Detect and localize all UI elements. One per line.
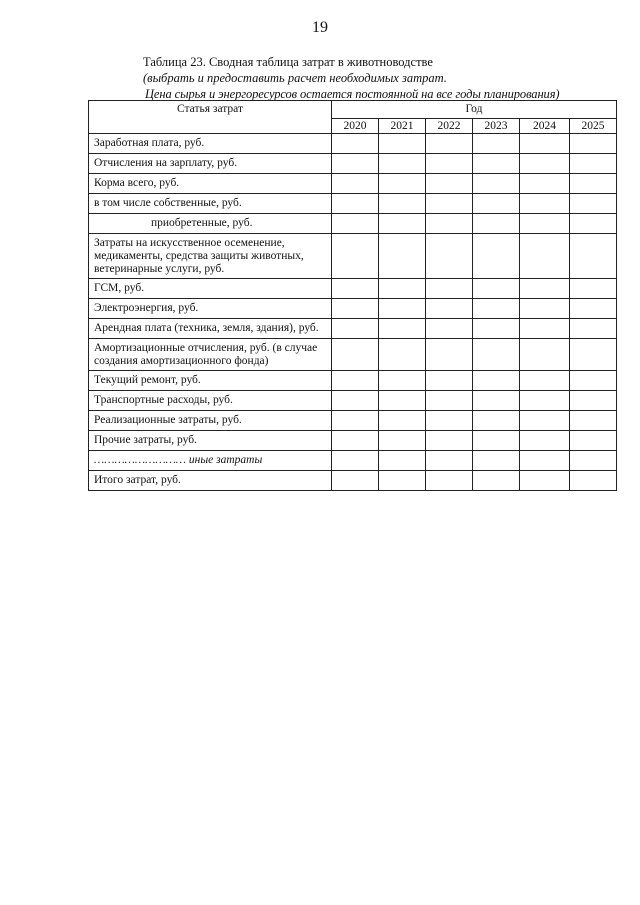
value-cell[interactable] (570, 134, 617, 154)
value-cell[interactable] (426, 411, 473, 431)
value-cell[interactable] (473, 299, 520, 319)
value-cell[interactable] (426, 319, 473, 339)
table-row (89, 174, 617, 194)
value-cell[interactable] (473, 234, 520, 279)
value-cell[interactable] (426, 174, 473, 194)
value-cell[interactable] (473, 451, 520, 471)
value-cell[interactable] (332, 194, 379, 214)
value-cell[interactable] (570, 431, 617, 451)
table-row (89, 431, 617, 451)
table-title: Таблица 23. Сводная таблица затрат в животноводстве (143, 55, 433, 69)
value-cell[interactable] (332, 234, 379, 279)
value-cell[interactable] (473, 391, 520, 411)
value-cell[interactable] (426, 431, 473, 451)
value-cell[interactable] (332, 134, 379, 154)
value-cell[interactable] (570, 471, 617, 491)
value-cell[interactable] (473, 134, 520, 154)
value-cell[interactable] (426, 371, 473, 391)
value-cell[interactable] (570, 299, 617, 319)
value-cell[interactable] (570, 174, 617, 194)
table-row (89, 279, 617, 299)
value-cell[interactable] (520, 471, 570, 491)
value-cell[interactable] (426, 234, 473, 279)
header-year-2025: 2025 (570, 119, 617, 134)
table-row (89, 214, 617, 234)
value-cell[interactable] (570, 451, 617, 471)
table-row (89, 134, 617, 154)
row-label: в том числе собственные, руб. (89, 194, 332, 214)
value-cell[interactable] (379, 299, 426, 319)
value-cell[interactable] (379, 431, 426, 451)
value-cell[interactable] (379, 451, 426, 471)
value-cell[interactable] (520, 299, 570, 319)
value-cell[interactable] (332, 279, 379, 299)
table-row (89, 154, 617, 174)
table-row (89, 319, 617, 339)
table-row-total (89, 471, 617, 491)
value-cell[interactable] (520, 391, 570, 411)
value-cell[interactable] (332, 319, 379, 339)
value-cell[interactable] (473, 431, 520, 451)
row-label: Транспортные расходы, руб. (89, 391, 332, 411)
value-cell[interactable] (332, 451, 379, 471)
value-cell[interactable] (473, 339, 520, 371)
value-cell[interactable] (332, 339, 379, 371)
value-cell[interactable] (426, 339, 473, 371)
row-label: приобретенные, руб. (89, 214, 332, 234)
value-cell[interactable] (520, 134, 570, 154)
value-cell[interactable] (520, 234, 570, 279)
value-cell[interactable] (332, 471, 379, 491)
value-cell[interactable] (473, 194, 520, 214)
value-cell[interactable] (520, 411, 570, 431)
table-caption (143, 54, 559, 102)
value-cell[interactable] (426, 134, 473, 154)
value-cell[interactable] (379, 391, 426, 411)
value-cell[interactable] (520, 279, 570, 299)
table-row (89, 391, 617, 411)
value-cell[interactable] (570, 154, 617, 174)
value-cell[interactable] (473, 471, 520, 491)
value-cell[interactable] (473, 319, 520, 339)
value-cell[interactable] (570, 194, 617, 214)
value-cell[interactable] (520, 371, 570, 391)
value-cell[interactable] (570, 339, 617, 371)
value-cell[interactable] (473, 214, 520, 234)
value-cell[interactable] (426, 451, 473, 471)
row-label-other-costs: ……………………… иные затраты (89, 451, 332, 471)
header-article: Статья затрат (89, 101, 332, 134)
value-cell[interactable] (332, 411, 379, 431)
value-cell[interactable] (473, 154, 520, 174)
row-label: Заработная плата, руб. (89, 134, 332, 154)
row-label: Корма всего, руб. (89, 174, 332, 194)
table-row (89, 411, 617, 431)
value-cell[interactable] (332, 174, 379, 194)
row-label-total: Итого затрат, руб. (89, 471, 332, 491)
value-cell[interactable] (426, 471, 473, 491)
value-cell[interactable] (570, 319, 617, 339)
value-cell[interactable] (520, 339, 570, 371)
value-cell[interactable] (426, 299, 473, 319)
table-row (89, 339, 617, 371)
value-cell[interactable] (379, 471, 426, 491)
row-label: Арендная плата (техника, земля, здания), руб. (89, 319, 332, 339)
table-row (89, 299, 617, 319)
value-cell[interactable] (332, 299, 379, 319)
caption-note-prices: Цена сырья и энергоресурсов остается постоянной на все годы планирования) (145, 87, 560, 101)
table-row (89, 451, 617, 471)
value-cell[interactable] (426, 154, 473, 174)
value-cell[interactable] (426, 279, 473, 299)
caption-note: (выбрать и предоставить расчет необходимых затрат. (143, 71, 447, 85)
value-cell[interactable] (520, 319, 570, 339)
value-cell[interactable] (426, 391, 473, 411)
table-row (89, 194, 617, 214)
value-cell[interactable] (570, 234, 617, 279)
header-year-2020: 2020 (332, 119, 379, 134)
header-year-2022: 2022 (426, 119, 473, 134)
row-label: Электроэнергия, руб. (89, 299, 332, 319)
header-year: Год (332, 101, 617, 119)
value-cell[interactable] (379, 234, 426, 279)
value-cell[interactable] (473, 411, 520, 431)
value-cell[interactable] (473, 371, 520, 391)
value-cell[interactable] (379, 339, 426, 371)
value-cell[interactable] (570, 371, 617, 391)
value-cell[interactable] (379, 154, 426, 174)
value-cell[interactable] (379, 279, 426, 299)
value-cell[interactable] (379, 411, 426, 431)
page-number: 19 (312, 19, 328, 36)
row-label: ГСМ, руб. (89, 279, 332, 299)
value-cell[interactable] (426, 194, 473, 214)
row-label: Текущий ремонт, руб. (89, 371, 332, 391)
value-cell[interactable] (570, 214, 617, 234)
value-cell[interactable] (520, 214, 570, 234)
table-row (89, 234, 617, 279)
row-label: Реализационные затраты, руб. (89, 411, 332, 431)
row-label: Прочие затраты, руб. (89, 431, 332, 451)
value-cell[interactable] (520, 174, 570, 194)
value-cell[interactable] (332, 391, 379, 411)
value-cell[interactable] (379, 319, 426, 339)
header-year-2023: 2023 (473, 119, 520, 134)
value-cell[interactable] (332, 431, 379, 451)
value-cell[interactable] (426, 214, 473, 234)
value-cell[interactable] (379, 194, 426, 214)
value-cell[interactable] (379, 174, 426, 194)
value-cell[interactable] (379, 371, 426, 391)
value-cell[interactable] (520, 194, 570, 214)
value-cell[interactable] (332, 371, 379, 391)
value-cell[interactable] (570, 279, 617, 299)
value-cell[interactable] (570, 411, 617, 431)
value-cell[interactable] (520, 431, 570, 451)
value-cell[interactable] (379, 134, 426, 154)
table-row (89, 371, 617, 391)
value-cell[interactable] (473, 279, 520, 299)
value-cell[interactable] (570, 391, 617, 411)
value-cell[interactable] (332, 154, 379, 174)
cost-table (88, 100, 617, 491)
value-cell[interactable] (379, 214, 426, 234)
value-cell[interactable] (473, 174, 520, 194)
row-label: Отчисления на зарплату, руб. (89, 154, 332, 174)
row-label: Амортизационные отчисления, руб. (в случае создания амортизационного фонда) (89, 339, 332, 371)
row-label: Затраты на искусственное осеменение, медикаменты, средства защиты животных, ветеринарные услуги, руб. (89, 234, 332, 279)
header-year-2021: 2021 (379, 119, 426, 134)
value-cell[interactable] (332, 214, 379, 234)
header-year-2024: 2024 (520, 119, 570, 134)
value-cell[interactable] (520, 154, 570, 174)
value-cell[interactable] (520, 451, 570, 471)
